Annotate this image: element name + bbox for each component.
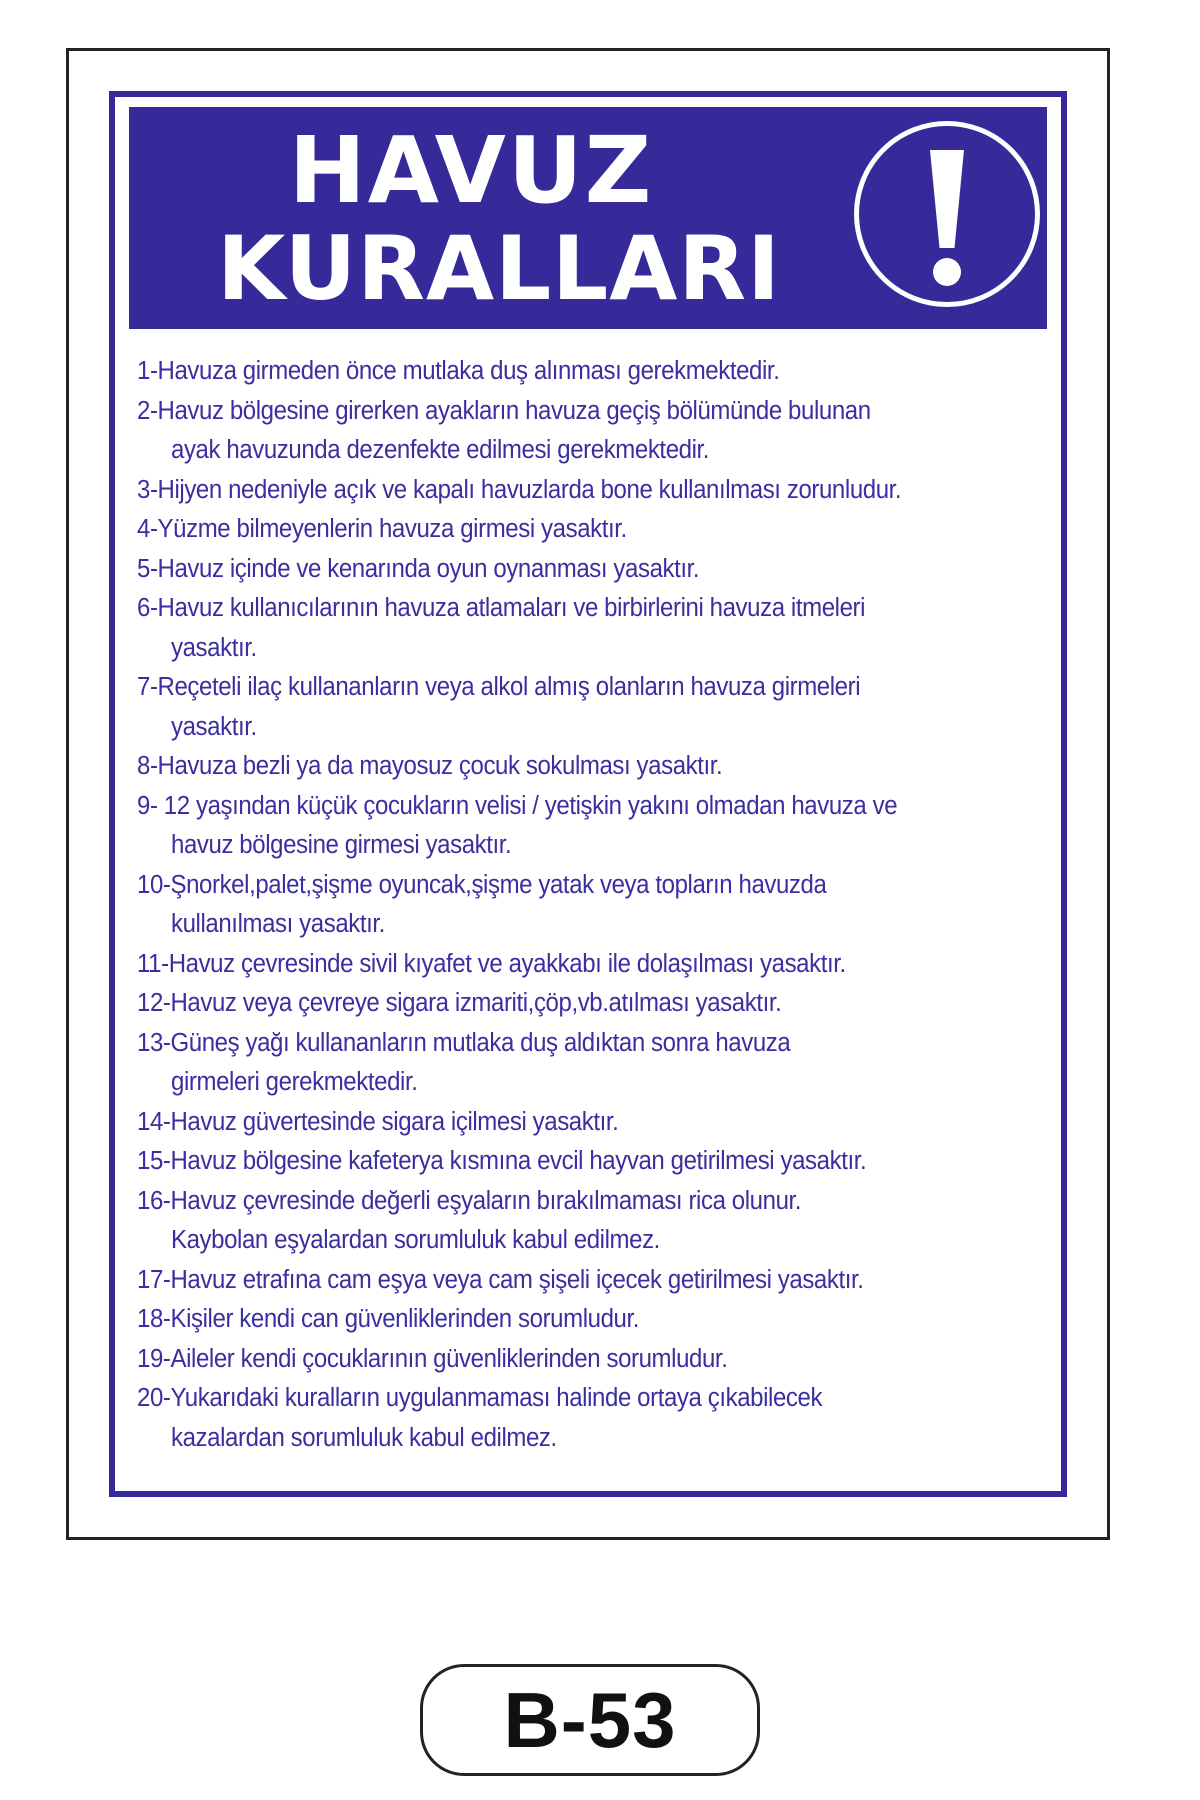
sign-frame <box>66 48 1110 1540</box>
rule-item: 2-Havuz bölgesine girerken ayakların havuza geçiş bölümünde bulunan <box>137 395 871 426</box>
rule-item: 11-Havuz çevresinde sivil kıyafet ve ayakkabı ile dolaşılması yasaktır. <box>137 948 846 979</box>
rule-item: 12-Havuz veya çevreye sigara izmariti,çöp,vb.atılması yasaktır. <box>137 988 782 1018</box>
rule-item: 4-Yüzme bilmeyenlerin havuza girmesi yasaktır. <box>137 514 627 544</box>
sign-panel <box>109 91 1067 1497</box>
rule-item-continuation: kullanılması yasaktır. <box>171 909 385 939</box>
rule-item: 13-Güneş yağı kullananların mutlaka duş aldıktan sonra havuza <box>137 1027 791 1058</box>
rule-item-continuation: yasaktır. <box>171 711 257 742</box>
sign-header <box>129 107 1047 329</box>
rule-item: 7-Reçeteli ilaç kullananların veya alkol almış olanların havuza girmeleri <box>137 672 861 702</box>
rule-item: 5-Havuz içinde ve kenarında oyun oynanması yasaktır. <box>137 553 700 584</box>
rule-item: 10-Şnorkel,palet,şişme oyuncak,şişme yatak veya topların havuzda <box>137 869 827 900</box>
rule-item-continuation: Kaybolan eşyalardan sorumluluk kabul edilmez. <box>171 1225 660 1255</box>
rule-item: 15-Havuz bölgesine kafeterya kısmına evcil hayvan getirilmesi yasaktır. <box>137 1146 867 1176</box>
rule-item: 19-Aileler kendi çocuklarının güvenliklerinden sorumludur. <box>137 1343 728 1374</box>
rule-item-continuation: girmeleri gerekmektedir. <box>171 1067 418 1097</box>
exclamation-dot <box>933 258 961 286</box>
rules-list <box>137 350 1051 1456</box>
product-code: B-53 <box>503 1676 677 1764</box>
rule-item: 17-Havuz etrafına cam eşya veya cam şişeli içecek getirilmesi yasaktır. <box>137 1264 864 1295</box>
exclamation-bar <box>930 150 964 248</box>
rule-item-continuation: kazalardan sorumluluk kabul edilmez. <box>171 1422 557 1453</box>
rule-item: 6-Havuz kullanıcılarının havuza atlamaları ve birbirlerini havuza itmeleri <box>137 593 866 623</box>
sign-title <box>129 107 869 329</box>
rule-item: 16-Havuz çevresinde değerli eşyaların bırakılmaması rica olunur. <box>137 1185 802 1216</box>
rule-item-continuation: havuz bölgesine girmesi yasaktır. <box>171 830 512 860</box>
rule-item: 3-Hijyen nedeniyle açık ve kapalı havuzlarda bone kullanılması zorunludur. <box>137 474 902 505</box>
rule-item: 14-Havuz güvertesinde sigara içilmesi yasaktır. <box>137 1106 619 1137</box>
rule-item: 8-Havuza bezli ya da mayosuz çocuk sokulması yasaktır. <box>137 751 723 781</box>
rule-item: 9- 12 yaşından küçük çocukların velisi / yetişkin yakını olmadan havuza ve <box>137 790 898 821</box>
rule-item-continuation: ayak havuzunda dezenfekte edilmesi gerekmektedir. <box>171 435 710 465</box>
title-line-2: KURALLARI <box>217 217 781 320</box>
rule-item-continuation: yasaktır. <box>171 632 257 663</box>
rule-item: 1-Havuza girmeden önce mutlaka duş alınması gerekmektedir. <box>137 356 780 386</box>
rule-item: 18-Kişiler kendi can güvenliklerinden sorumludur. <box>137 1304 640 1334</box>
exclamation-circle-icon <box>854 121 1040 307</box>
rule-item: 20-Yukarıdaki kuralların uygulanmaması halinde ortaya çıkabilecek <box>137 1383 823 1413</box>
product-code-badge <box>420 1664 760 1776</box>
title-line-1: HAVUZ <box>288 117 654 224</box>
